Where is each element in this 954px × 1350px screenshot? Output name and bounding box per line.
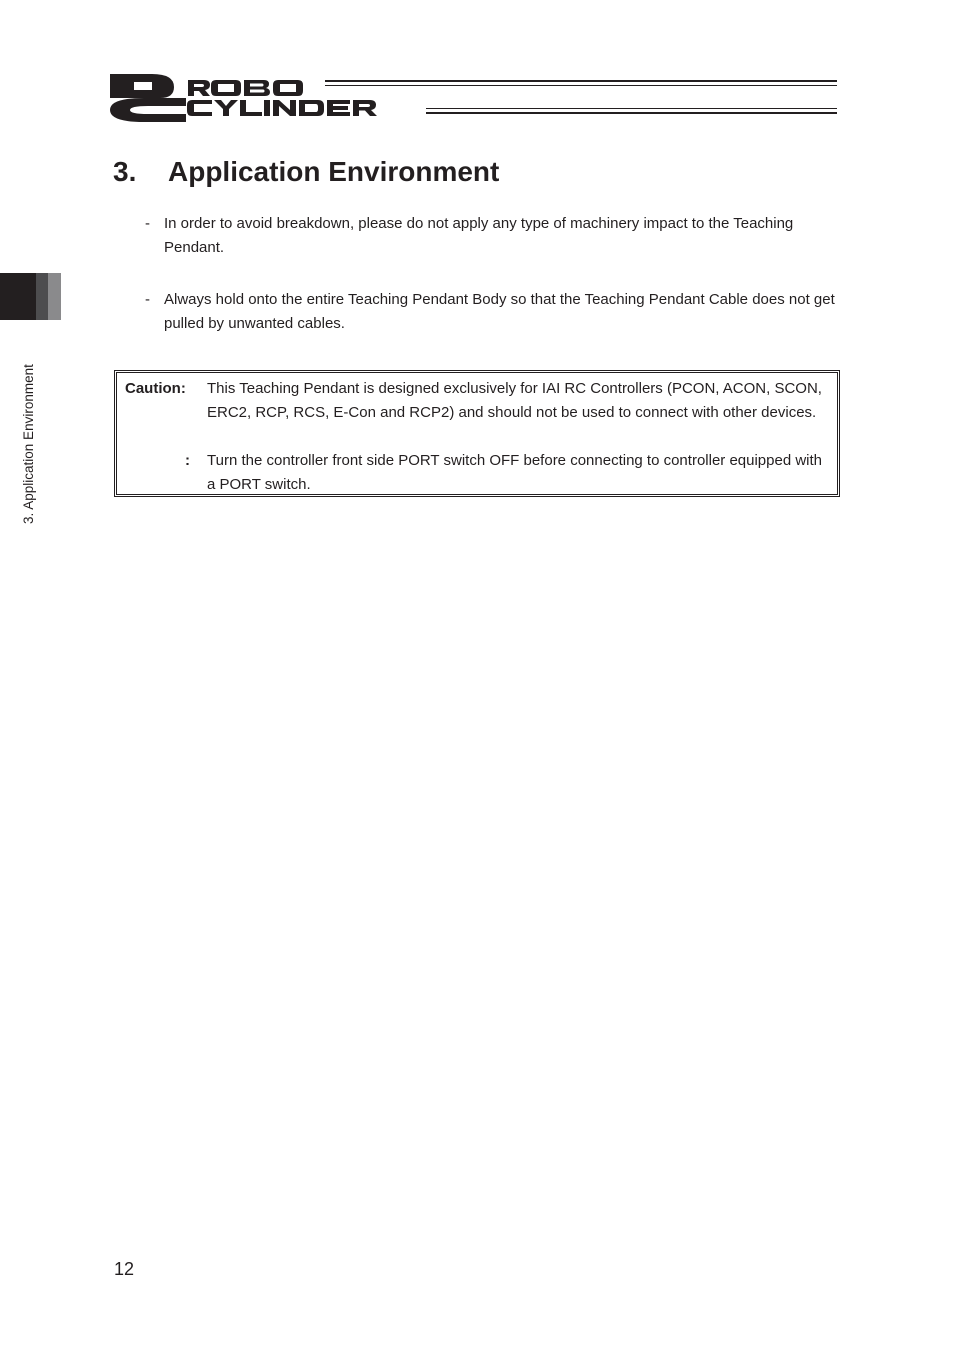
bullet-marker: - [145,215,150,232]
list-item [145,212,845,260]
chapter-tab-label: 3. Application Environment [21,364,36,524]
section-number: 3. [113,156,137,187]
list-item [145,288,845,336]
caution-item: Turn the controller front side PORT switch OFF before connecting to controller equipped with a PORT switch. [207,452,823,493]
bullet-text: Always hold onto the entire Teaching Pendant Body so that the Teaching Pendant Cable does not get pulled by unwanted cables. [164,291,835,332]
section-title [113,156,499,188]
caution-label: Caution: [125,380,186,397]
page-number: 12 [114,1259,135,1279]
caution-box [114,370,840,497]
header-rule-bottom [426,108,837,114]
chapter-tab [0,273,61,320]
caution-separator: : [185,452,190,469]
caution-item: This Teaching Pendant is designed exclusively for IAI RC Controllers (PCON, ACON, SCON, ERC2, RCP, RCS, E-Con and RCP2) and should not be used to connect with other devices. [207,380,822,421]
header-rule-top [325,80,837,86]
section-title-text: Application Environment [168,156,500,187]
bullet-text: In order to avoid breakdown, please do not apply any type of machinery impact to the Teaching Pendant. [164,215,794,256]
bullet-marker: - [145,291,150,308]
